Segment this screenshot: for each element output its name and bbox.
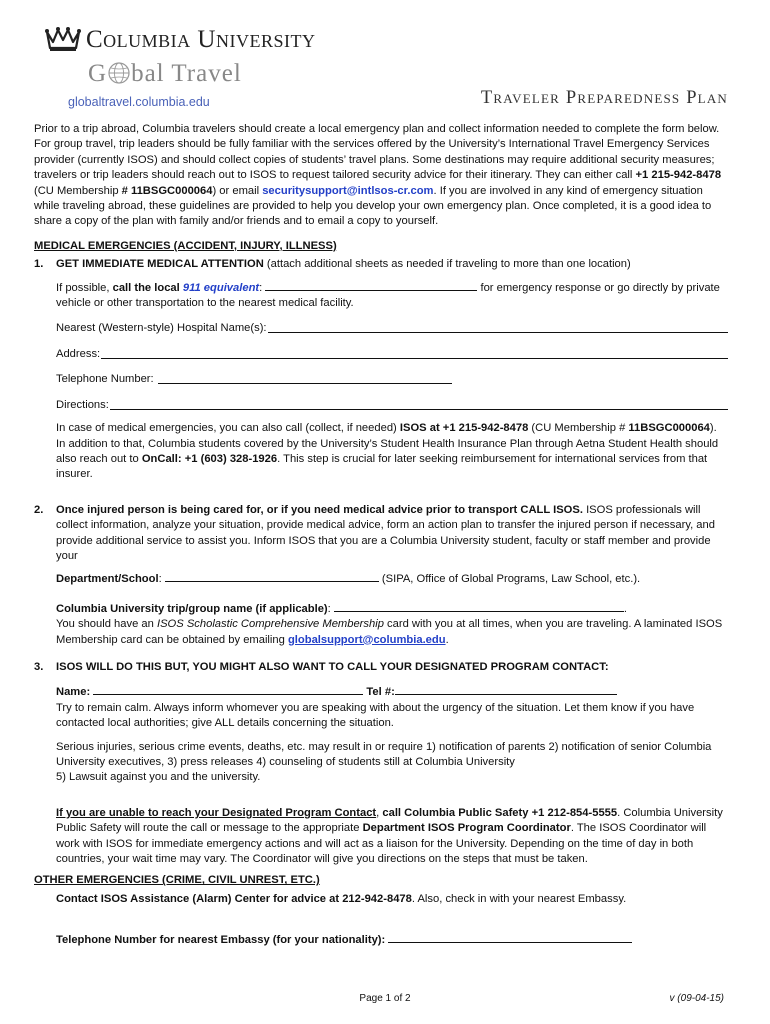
telephone-field[interactable] [158, 372, 452, 384]
global-travel-logotype: G bal Travel [88, 60, 242, 87]
medical-item-3: 3. ISOS WILL DO THIS BUT, YOU MIGHT ALSO WANT TO CALL YOUR DESIGNATED PROGRAM CONTACT: Name: Tel #: Try to remain calm. Always inform whomever you are speaking with about the urgency of the situation. Let them know if you have contacted local authorities; give ALL details concerning the situation. Serious injuries, serious crime events, deaths, etc. may result in or require 1) notification of parents 2) notification of senior Columbia University executives, 3) press releases 4) counseling of students still at Columbia University 5) Lawsuit against you and the university. If you are unable to reach your Designated Program Contact, call Columbia Public Safety +1 212-854-5555. Columbia University Public Safety will route the call or message to the appropriate Department ISOS Program Coordinator. The ISOS Coordinator will work with ISOS for immediate emergency actions and will act as a liaison for the University. Depending on the time of day in both countries, your wait time may vary. The Coordinator will give you directions on the steps that must be taken. [34, 660, 723, 866]
page-number: Page 1 of 2 [359, 993, 411, 1004]
university-name: Columbia University [86, 26, 316, 53]
contact-tel-field[interactable] [395, 683, 617, 695]
intro-paragraph: Prior to a trip abroad, Columbia travelers should create a local emergency plan and collect information needed to complete the form below. For group travel, trip leaders should be fully familiar with the services offered by the University’s International Travel Emergency Services provider (currently ISOS) and should collect copies of students’ travel plans. Some destinations may require additional security measures; travelers or trip leaders should reach out to ISOS to request tailored security advice for their itinerary. They can either call +1 215-942-8478 (CU Membership # 11BSGC000064) or email securitysupport@intlsos-cr.com. If you are involved in any kind of emergency situation while traveling abroad, these guidelines are provided to help you develop your own emergency plan. Once completed, it is a good idea to share a copy of the plan with family and/or friends and to email a copy to yourself. [34, 123, 722, 228]
version-label: v (09-04-15) [669, 993, 724, 1004]
collect-call-paragraph: In case of medical emergencies, you can also call (collect, if needed) ISOS at +1 215-942-8478 (CU Membership # 11BSGC000064). In addition to that, Columbia students covered by the University’s Student Health Insurance Plan through Aetna Student Health should also reach out to OnCall: +1 (603) 328-1926. This step is crucial for later seeking reimbursement for international services from that insurer. [56, 422, 719, 481]
medical-section-heading: MEDICAL EMERGENCIES (ACCIDENT, INJURY, ILLNESS) [34, 239, 337, 252]
other-section-heading: OTHER EMERGENCIES (CRIME, CIVIL UNREST, ETC.) [34, 874, 320, 887]
department-field[interactable] [165, 570, 379, 582]
hospital-name-row: Nearest (Western-style) Hospital Name(s): [56, 321, 728, 336]
directions-field[interactable] [110, 398, 728, 410]
crown-logo-icon [45, 24, 81, 52]
security-email-link[interactable]: securitysupport@intlsos-cr.com [262, 184, 434, 197]
telephone-row: Telephone Number: [56, 372, 728, 387]
contact-name-field[interactable] [93, 683, 363, 695]
address-row: Address: [56, 347, 728, 362]
website-link[interactable]: globaltravel.columbia.edu [68, 95, 210, 109]
hospital-name-field[interactable] [268, 321, 728, 333]
local-911-field[interactable] [265, 279, 477, 291]
medical-item-2: 2. Once injured person is being cared for, or if you need medical advice prior to transport CALL ISOS. ISOS professionals will collect information, analyze your situation, provide medical advice, form an action plan to transfer the injured person if necessary, and provide additional service to assist you. Inform ISOS that you are a Columbia University student, faculty or staff member and provide your Department/School: (SIPA, Office of Global Programs, Law School, etc.). Columbia University trip/group name (if applicable): . You should have an ISOS Scholastic Comprehensive Membership card with you at all times, when you are traveling. A laminated ISOS Membership card can be obtained by emailing globalsupport@columbia.edu. [34, 503, 723, 646]
medical-item-1: 1. GET IMMEDIATE MEDICAL ATTENTION (attach additional sheets as needed if traveling to more than one location) If possible, call the local 911 equivalent: for emergency response or go directly by private vehicle or other transportation to the nearest medical facility. Nearest (Western-style) Hospital Name(s): Address: Telephone Number: Directions: In case of medical emergencies, you can also call (collect, if needed) ISOS at +1 215-942-8478 (CU Membership # 11BSGC000064). In addition to that, Columbia students covered by the University’s Student Health Insurance Plan through Aetna Student Health should also reach out to OnCall: +1 (603) 328-1926. This step is crucial for later seeking reimbursement for international services from that insurer. [34, 257, 728, 482]
directions-row: Directions: [56, 398, 728, 413]
document-title: Traveler Preparedness Plan [480, 88, 728, 108]
embassy-phone-field[interactable] [388, 931, 632, 943]
globe-icon [107, 61, 131, 85]
globalsupport-email-link[interactable]: globalsupport@columbia.edu [287, 633, 446, 646]
address-field[interactable] [101, 347, 728, 359]
form-body: Prior to a trip abroad, Columbia travelers should create a local emergency plan and collect information needed to complete the form below. For group travel, trip leaders should be fully familiar with the services offered by the University’s International Travel Emergency Services provider (currently ISOS) and should collect copies of students’ travel plans. Some destinations may require additional security measures; travelers or trip leaders should reach out to ISOS to request tailored security advice for their itinerary. They can either call +1 215-942-8478 (CU Membership # 11BSGC000064) or email securitysupport@intlsos-cr.com. If you are involved in any kind of emergency situation while traveling abroad, these guidelines are provided to help you develop your own emergency plan. Once completed, it is a good idea to share a copy of the plan with family and/or friends and to email a copy to yourself. MEDICAL EMERGENCIES (ACCIDENT, INJURY, ILLNESS) 1. GET IMMEDIATE MEDICAL ATTENTION (attach additional sheets as needed if traveling to more than one location) If possible, call the local 911 equivalent: for emergency response or go directly by private vehicle or other transportation to the nearest medical facility. Nearest (Western-style) Hospital Name(s): Address: Telephone Number: Directions: In case of medical emergencies, you can also call (collect, if needed) ISOS at +1 215-942-8478 (CU Membership # 11BSGC000064). In addition to that, Columbia students covered by the University’s Student Health Insurance Plan through Aetna Student Health should also reach out to OnCall: +1 (603) 328-1926. This step is crucial for later seeking reimbursement for international services from that insurer. 2. Once injured person is being cared for, or if you need medical advice prior to transport CALL ISOS. ISOS professionals will collect information, analyze your situation, provide medical advice, form an action plan to transfer the injured person if necessary, and provide additional service to assist you. Inform ISOS that you are a Columbia University student, faculty or staff member and provide your Department/School: (SIPA, Office of Global Programs, Law School, etc.). Columbia University trip/group name (if applicable): . You should have an ISOS Scholastic Comprehensive Membership card with you at all times, when you are traveling. A laminated ISOS Membership card can be obtained by emailing globalsupport@columbia.edu. 3. ISOS WILL DO THIS BUT, YOU MIGHT ALSO WANT TO CALL YOUR DESIGNATED PROGRAM CONTACT: Name: Tel #: Try to remain calm. Always inform whomever you are speaking with about the urgency of the situation. Let them know if you have contacted local authorities; give ALL details concerning the situation. Serious injuries, serious crime events, deaths, etc. may result in or require 1) notification of parents 2) notification of senior Columbia University executives, 3) press releases 4) counseling of students still at Columbia University 5) Lawsuit against you and the university. If you are unable to reach your Designated Program Contact, call Columbia Public Safety +1 212-854-5555. Columbia University Public Safety will route the call or message to the appropriate Department ISOS Program Coordinator. The ISOS Coordinator will work with ISOS for immediate emergency actions and will act as a liaison for the University. Depending on the time of day in both countries, your wait time may vary. The Coordinator will give you directions on the steps that must be taken. OTHER EMERGENCIES (CRIME, CIVIL UNREST, ETC.) Contact ISOS Assistance (Alarm) Center for advice at 212-942-8478. Also, check in with your nearest Embassy. Telephone Number for nearest Embassy (for your nationality): [34, 122, 728, 949]
trip-name-field[interactable] [334, 600, 624, 612]
